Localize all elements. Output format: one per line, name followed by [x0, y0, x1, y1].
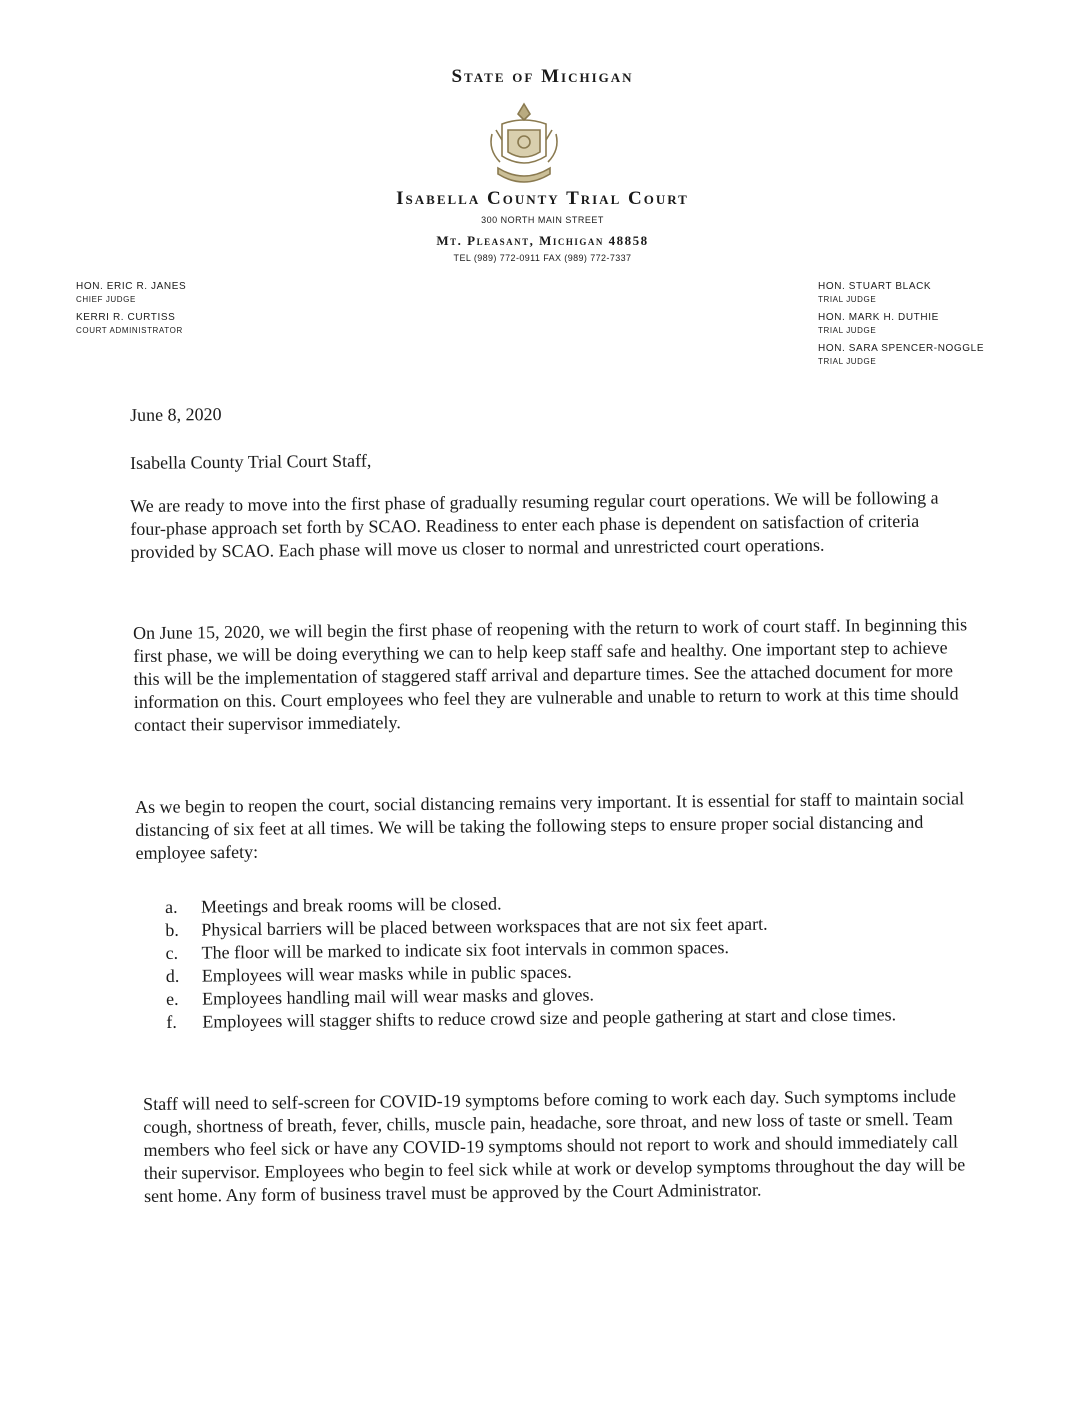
staff-list-right — [818, 280, 984, 373]
list-marker: b. — [165, 919, 179, 940]
staff-entry — [818, 280, 984, 306]
staff-entry — [818, 342, 984, 368]
staff-title: TRIAL JUDGE — [818, 326, 877, 335]
steps-list — [165, 888, 956, 1034]
staff-entry — [818, 311, 984, 337]
staff-title: TRIAL JUDGE — [818, 295, 877, 304]
staff-name: HON. SARA SPENCER-NOGGLE — [818, 343, 985, 354]
phone-fax: TEL (989) 772-0911 FAX (989) 772-7337 — [453, 253, 632, 263]
list-marker: c. — [165, 942, 179, 963]
letterhead-state: State of Michigan — [451, 66, 634, 87]
list-text: Employees will wear masks while in public spaces. — [201, 961, 572, 986]
staff-list-left — [76, 280, 186, 342]
michigan-seal-icon — [480, 100, 568, 192]
letter-greeting: Isabella County Trial Court Staff, — [130, 450, 372, 473]
list-text: Meetings and break rooms will be closed. — [201, 893, 502, 917]
staff-name: HON. ERIC R. JANES — [76, 281, 187, 292]
staff-name: HON. STUART BLACK — [818, 281, 932, 292]
staff-entry — [76, 311, 186, 337]
paragraph-3: As we begin to reopen the court, social distancing remains very important. It is essential for staff to maintain social distancing of six feet at all times. We will be taking the following steps to ensure proper social distancing and employee safety: — [135, 788, 965, 863]
staff-name: HON. MARK H. DUTHIE — [818, 312, 939, 323]
staff-title: TRIAL JUDGE — [818, 357, 877, 366]
list-marker: a. — [165, 896, 178, 917]
paragraph-1: We are ready to move into the first phase of gradually resuming regular court operations. We will be following a four-phase approach set forth by SCAO. Readiness to enter each phase is dependent on satisfaction of criteria provided by SCAO. Each phase will move us closer to normal and unrestricted court operations. — [130, 487, 939, 562]
court-name: Isabella County Trial Court — [396, 188, 689, 209]
list-marker: d. — [165, 965, 180, 986]
staff-entry — [76, 280, 186, 306]
letter-date: June 8, 2020 — [130, 404, 222, 425]
list-text: Physical barriers will be placed between workspaces that are not six feet apart. — [201, 913, 768, 940]
paragraph-4: Staff will need to self-screen for COVID-19 symptoms before coming to work each day. Such symptoms include cough, shortness of breath, fever, chills, muscle pain, headache, sore throat, and new loss of taste or smell. Team members who feel sick or have any COVID-19 symptoms should not report to work and should immediately call their supervisor. Employees who begin to feel sick while at work or develop symptoms throughout the day will be sent home. Any form of business travel must be approved by the Court Administrator. — [143, 1085, 966, 1206]
paragraph-2: On June 15, 2020, we will begin the first phase of reopening with the return to work of court staff. In beginning this first phase, we will be doing everything we can to help keep staff safe and healthy. One important step to achieve this will be the implementation of staggered staff arrival and departure times. See the attached document for more information on this. Court employees who feel they are vulnerable and unable to return to work at this time should contact their supervisor immediately. — [133, 614, 968, 735]
address-street: 300 NORTH MAIN STREET — [481, 215, 604, 225]
staff-title: CHIEF JUDGE — [76, 295, 136, 304]
list-marker: e. — [165, 988, 179, 1009]
list-text: Employees will stagger shifts to reduce crowd size and people gathering at start and close times. — [202, 1004, 897, 1032]
list-marker: f. — [166, 1011, 177, 1032]
staff-name: KERRI R. CURTISS — [76, 312, 176, 323]
list-text: Employees handling mail will wear masks and gloves. — [201, 984, 595, 1009]
address-city: Mt. Pleasant, Michigan 48858 — [436, 233, 649, 248]
staff-title: COURT ADMINISTRATOR — [76, 326, 183, 335]
list-text: The floor will be marked to indicate six foot intervals in common spaces. — [201, 937, 730, 963]
